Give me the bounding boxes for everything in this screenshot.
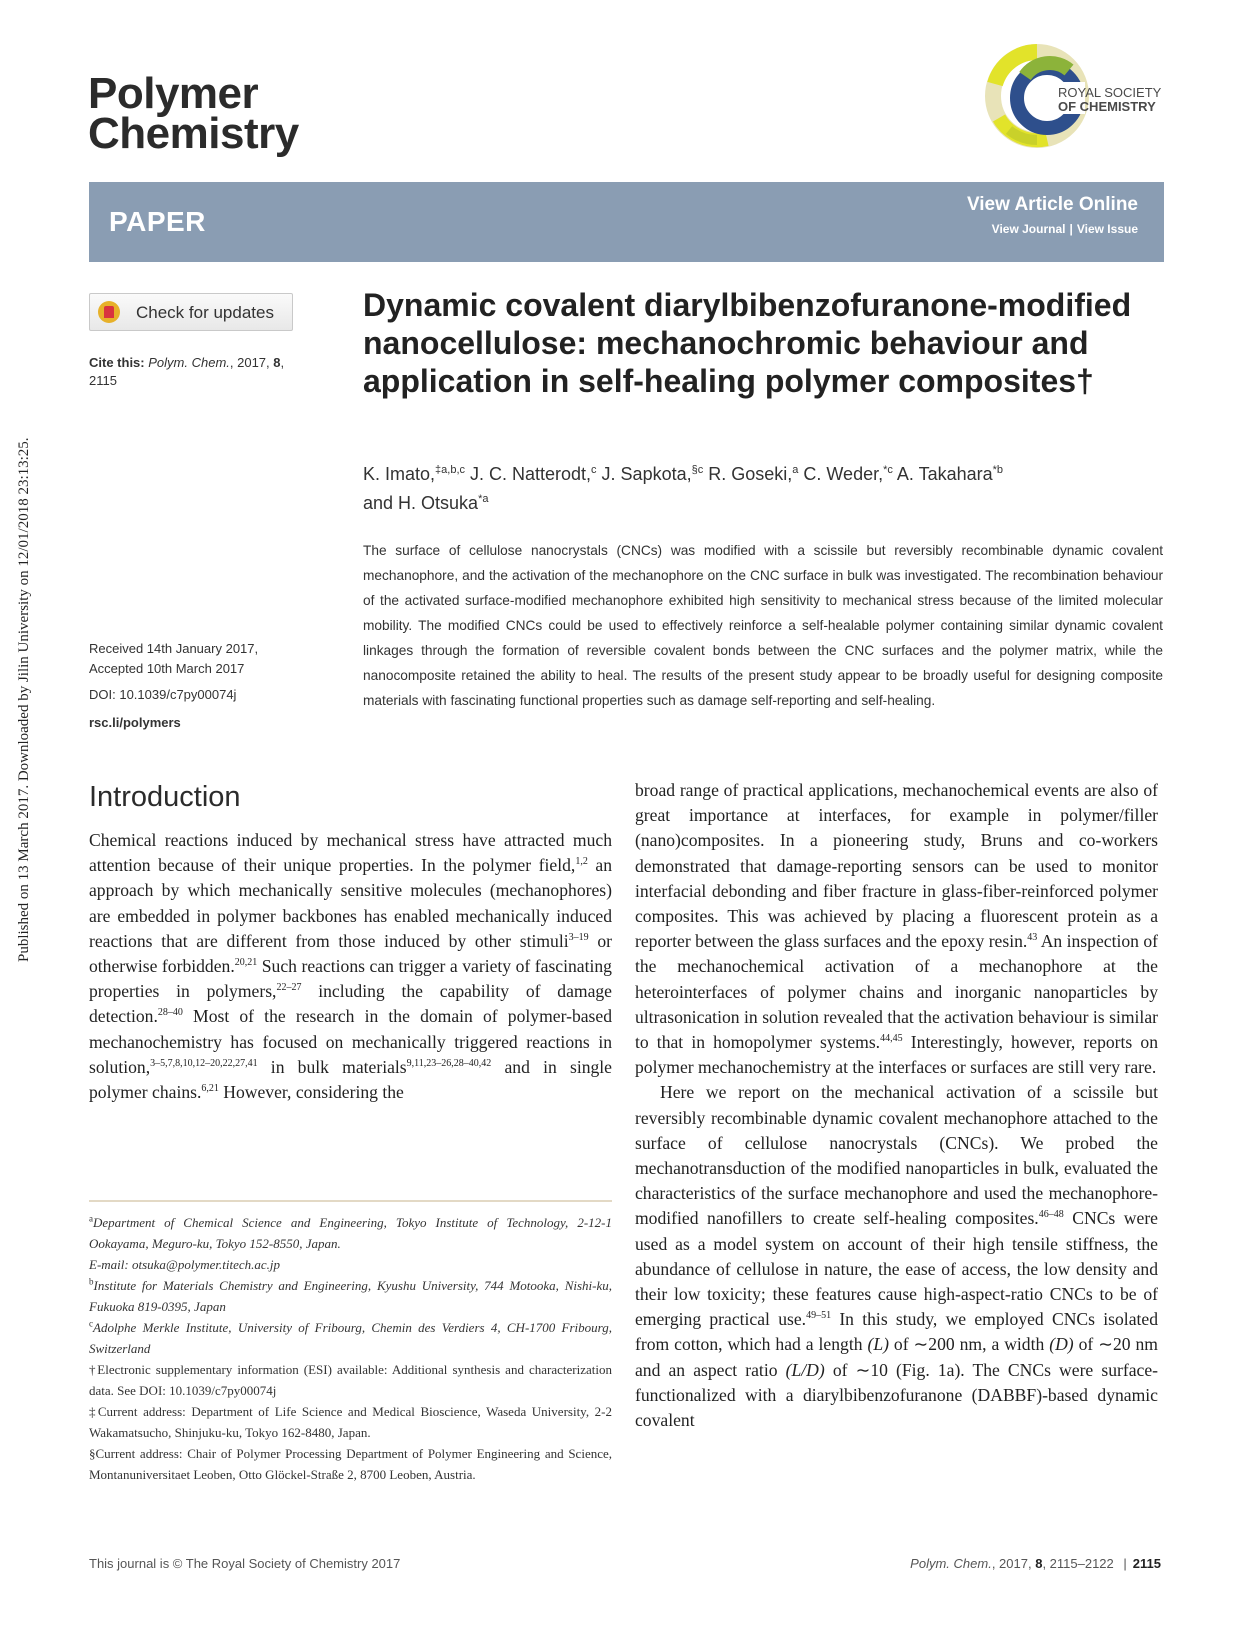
author-6: A. Takahara [892,464,993,484]
reference-citation[interactable]: 28–40 [157,1007,183,1019]
article-history [89,640,319,734]
body-column-left [89,828,612,1105]
article-type-label: PAPER [109,206,206,237]
download-note-text: Published on 13 March 2017. Downloaded by Jilin University on 12/01/2018 23:13:25. [16,437,32,962]
affil-b-text: Institute for Materials Chemistry and Engineering, Kyushu University, 744 Motooka, Nishi-ku, Fukuoka 819-0395, Japan [89,1278,612,1314]
rsc-line2: OF CHEMISTRY [1058,99,1156,114]
cite-page: 2115 [89,373,117,388]
author-1-affil: ‡a,b,c [435,464,465,476]
text-run: In this study, we employed CNCs isolated from cotton, which had a length [635,1309,1158,1355]
author-2-affil: c [591,464,597,476]
author-2: J. C. Natterodt, [465,464,592,484]
reference-citation[interactable]: 3–5,7,8,10,12–20,22,27,41 [150,1057,258,1069]
citation [89,354,319,390]
body-column-right [635,778,1158,1433]
check-for-updates-label: Check for updates [136,303,274,322]
intro-paragraph-1 [89,828,612,1105]
text-run: or otherwise forbidden. [89,930,612,977]
journal-link[interactable]: rsc.li/polymers [89,715,181,730]
corresponding-email[interactable]: E-mail: otsuka@polymer.titech.ac.jp [89,1257,281,1272]
footer-copyright: This journal is © The Royal Society of Chemistry 2017 [89,1556,401,1571]
cite-tail: , [280,355,285,370]
journal-title: Polymer Chemistry [88,69,299,158]
text-run: However, considering the [218,1082,404,1103]
cite-year: , 2017, [229,355,270,370]
math-symbol: (D) [1049,1334,1074,1355]
reference-citation[interactable]: 22–27 [276,982,302,994]
text-run: of ∼200 nm, a width [888,1334,1050,1355]
cite-volume: 8 [273,355,281,370]
text-run: Such reactions can trigger a variety of fascinating properties in polymers, [89,956,612,1002]
author-3-affil: §c [691,464,704,476]
bookmark-icon [98,301,120,323]
text-run: Most of the research in the domain of polymer-based mechanochemistry has focused on mechanically triggered reactions in solution, [89,1006,612,1077]
text-run: of ∼20 nm and an aspect ratio [635,1334,1158,1380]
affil-c-mark: c [89,1318,93,1329]
affiliation-c [89,1317,612,1359]
view-journal-link[interactable]: View Journal [991,222,1066,236]
cite-label: Cite this: [89,355,145,370]
text-run: of ∼10 (Fig. 1a). The CNCs were surface-functionalized with a diarylbibenzofuranone (DABBF)-based dynamic covalent [635,1359,1158,1431]
author-3: J. Sapkota, [596,464,692,484]
current-address-1: ‡Current address: Department of Life Science and Medical Bioscience, Waseda University, 2-2 Wakamatsucho, Shinjuku-ku, Tokyo 162-8480, Japan. [89,1404,612,1440]
footnote-divider [89,1200,612,1202]
accepted-date: Accepted 10th March 2017 [89,661,245,676]
text-run: including the capability of damage detection. [89,981,612,1027]
cite-journal: Polym. Chem. [148,355,230,370]
journal-name [88,69,308,158]
author-4: R. Goseki, [703,464,793,484]
affiliation-a [89,1212,612,1254]
math-symbol: (L) [867,1334,889,1355]
author-7: and H. Otsuka [363,493,479,513]
footer-pages: , 2115–2122 [1042,1556,1114,1571]
affil-c-text: Adolphe Merkle Institute, University of Fribourg, Chemin des Verdiers 4, CH-1700 Fribourg, Switzerland [89,1320,612,1356]
rsc-line1: ROYAL SOCIETY [1058,85,1162,100]
affiliation-b [89,1275,612,1317]
check-for-updates-button[interactable] [89,293,293,331]
reference-citation[interactable]: 6,21 [201,1083,219,1095]
reference-citation[interactable]: 9,11,23–26,28–40,42 [406,1057,492,1069]
text-run: and in single polymer chains. [89,1056,612,1103]
footer-separator: | [1123,1556,1127,1571]
intro-paragraph-2 [635,1080,1158,1433]
view-issue-link[interactable]: View Issue [1076,222,1138,236]
footer-year: , 2017, [991,1556,1032,1571]
footer-citation [910,1556,1161,1571]
text-run: An inspection of the mechanochemical activation of a mechanophore at the heterointerfaces of polymer chains and inorganic nanoparticles by ultrasonication in solution revealed that the activation behaviour is similar to that in homopolymer systems. [635,931,1158,1053]
doi: DOI: 10.1039/c7py00074j [89,687,237,702]
author-4-affil: a [792,464,799,476]
author-5: C. Weder, [798,464,884,484]
current-address-2: §Current address: Chair of Polymer Processing Department of Polymer Engineering and Science, Montanuniversitaet Leoben, Otto Glöckel-Straße 2, 8700 Leoben, Austria. [89,1446,612,1482]
reference-citation[interactable]: 20,21 [234,957,258,969]
download-note [6,0,36,1625]
text-run: Interestingly, however, reports on polymer mechanochemistry at the interfaces or surfaces are still very rare. [635,1032,1158,1078]
reference-citation[interactable]: 3–19 [568,931,589,943]
section-heading-introduction: Introduction [89,781,241,813]
footer-volume: 8 [1035,1556,1043,1571]
received-date: Received 14th January 2017, [89,641,259,656]
reference-citation[interactable]: 46–48 [1038,1209,1064,1221]
view-article-online-link[interactable]: View Article Online [966,194,1138,215]
affil-a-mark: a [89,1213,93,1224]
author-1: K. Imato, [363,464,436,484]
affil-a-text: Department of Chemical Science and Engineering, Tokyo Institute of Technology, 2-12-1 Ookayama, Meguro-ku, Tokyo 152-8550, Japan. [89,1215,612,1251]
author-6-affil: *b [992,464,1004,476]
text-run: broad range of practical applications, mechanochemical events are also of great importance at interfaces, for example in polymer/filler (nano)composites. In a pioneering study, Bruns and co-workers demonstrated that damage-reporting sensors can be used to monitor interfacial debonding and fiber fracture in glass-fiber-reinforced polymer composites. This was achieved by placing a fluorescent protein as a reporter between the glass surfaces and the epoxy resin. [635,780,1158,952]
reference-citation[interactable]: 43 [1027,932,1038,944]
author-5-affil: *c [883,464,893,476]
esi-note: †Electronic supplementary information (ESI) available: Additional synthesis and characterization data. See DOI: 10.1039/c7py00074j [89,1362,612,1398]
math-symbol: (L/D) [785,1359,825,1380]
reference-citation[interactable]: 1,2 [575,856,588,868]
footer-journal: Polym. Chem. [910,1556,992,1571]
page-number: 2115 [1132,1556,1161,1571]
view-links [992,222,1138,236]
text-run: Here we report on the mechanical activation of a scissile but reversibly recombinable dynamic covalent mechanophore attached to the surface of cellulose nanocrystals (CNCs). We probed the mechanotransduction of the modified nanoparticles in bulk, evaluated the characteristics of the surface mechanophore and used the mechanophore-modified nanofillers to create self-healing composites. [635,1082,1158,1229]
author-list [363,458,1163,516]
footnotes [89,1212,612,1485]
text-run: Chemical reactions induced by mechanical stress have attracted much attention because of their unique properties. In the polymer field, [89,830,612,876]
rsc-logo-text [1058,86,1178,114]
author-7-affil: *a [478,493,489,505]
text-run: in bulk materials [257,1056,407,1077]
reference-citation[interactable]: 49–51 [806,1310,832,1322]
text-run: CNCs were used as a model system on account of their high tensile stiffness, the abundance of cellulose in nature, the ease of access, the low density and their low toxicity; these features cause high-aspect-ratio CNCs to be of emerging practical use. [635,1208,1158,1330]
abstract: The surface of cellulose nanocrystals (CNCs) was modified with a scissile but reversibly recombinable dynamic covalent mechanophore, and the activation of the mechanophore on the CNC surface in bulk was investigated. The recombination behaviour of the activated surface-modified mechanophore exhibited high sensitivity to mechanical stress because of the limited molecular mobility. The modified CNCs could be used to effectively reinforce a self-healable polymer containing similar dynamic covalent linkages through the formation of reversible covalent bonds between the CNC surfaces and the polymer matrix, while the nanocomposite retained the ability to heal. The results of the present study appear to be broadly useful for designing composite materials with fascinating functional properties such as damage self-reporting and self-healing. [363,543,1163,708]
text-run: an approach by which mechanically sensitive molecules (mechanophores) are embedded in polymer backbones has enabled mechanically induced reactions that are different from those induced by other stimuli [89,855,612,951]
reference-citation[interactable]: 44,45 [880,1033,903,1045]
article-title: Dynamic covalent diarylbibenzofuranone-modified nanocellulose: mechanochromic behaviour and application in self-healing polymer composites† [363,287,1132,399]
article-type-banner [89,182,1164,262]
affil-b-mark: b [89,1276,94,1287]
link-separator: | [1069,222,1073,236]
intro-paragraph-1-cont [635,778,1158,1080]
